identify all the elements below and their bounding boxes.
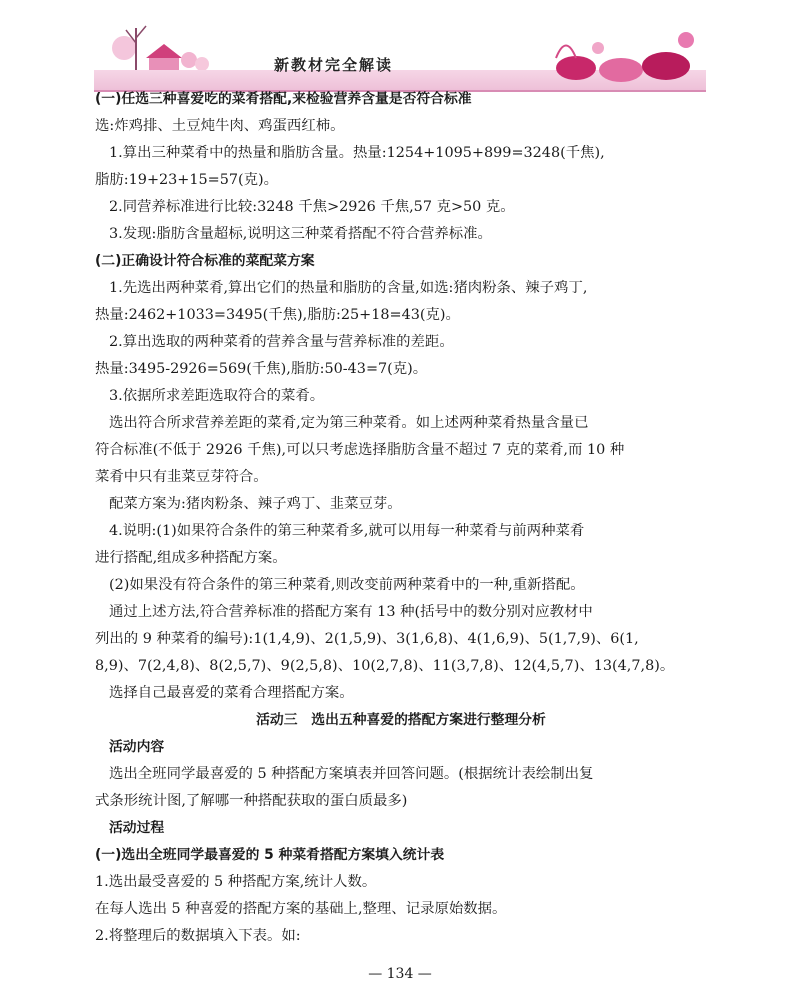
subheading: 活动内容: [109, 739, 165, 755]
text-line: 选择自己最喜爱的菜肴合理搭配方案。: [109, 685, 354, 701]
section-heading: (一)选出全班同学最喜爱的 5 种菜肴搭配方案填入统计表: [95, 847, 445, 863]
text-line: 1.算出三种菜肴中的热量和脂肪含量。热量:1254+1095+899=3248(千焦),: [109, 145, 605, 161]
text-line: 热量:2462+1033=3495(千焦),脂肪:25+18=43(克)。: [95, 307, 460, 323]
page-number: — 134 —: [368, 966, 432, 982]
text-line: 式条形统计图,了解哪一种搭配获取的蛋白质最多): [95, 793, 408, 809]
text-line: 3.依据所求差距选取符合的菜肴。: [109, 388, 325, 404]
flower-illustration: [536, 18, 706, 88]
activity-title: 活动三 选出五种喜爱的搭配方案进行整理分析: [256, 712, 546, 728]
text-line: 选出符合所求营养差距的菜肴,定为第三种菜肴。如上述两种菜肴热量含量已: [109, 415, 589, 431]
section-heading: (二)正确设计符合标准的菜配菜方案: [95, 253, 315, 269]
text-line: 在每人选出 5 种喜爱的搭配方案的基础上,整理、记录原始数据。: [95, 901, 507, 917]
subheading: 活动过程: [109, 820, 165, 836]
text-line: 脂肪:19+23+15=57(克)。: [95, 172, 279, 188]
text-line: 选出全班同学最喜爱的 5 种搭配方案填表并回答问题。(根据统计表绘制出复: [109, 766, 594, 782]
section-heading: (一)任选三种喜爱吃的菜肴搭配,来检验营养含量是否符合标准: [95, 91, 472, 107]
text-line: 选:炸鸡排、土豆炖牛肉、鸡蛋西红柿。: [95, 118, 345, 134]
text-line: 2.将整理后的数据填入下表。如:: [95, 928, 301, 944]
text-line: 菜肴中只有韭菜豆芽符合。: [95, 469, 268, 485]
text-line: 4.说明:(1)如果符合条件的第三种菜肴多,就可以用每一种菜肴与前两种菜肴: [109, 523, 585, 539]
text-line: 进行搭配,组成多种搭配方案。: [95, 550, 287, 566]
text-line: 列出的 9 种菜肴的编号):1(1,4,9)、2(1,5,9)、3(1,6,8)、4(1,6,9)、5(1,7,9)、6(1,: [95, 631, 639, 647]
header-title: 新教材完全解读: [274, 56, 394, 74]
text-line: 通过上述方法,符合营养标准的搭配方案有 13 种(括号中的数分别对应教材中: [109, 604, 593, 620]
text-line: 3.发现:脂肪含量超标,说明这三种菜肴搭配不符合营养标准。: [109, 226, 492, 242]
text-line: 1.先选出两种菜肴,算出它们的热量和脂肪的含量,如选:猪肉粉条、辣子鸡丁,: [109, 280, 588, 296]
text-line: 热量:3495-2926=569(千焦),脂肪:50-43=7(克)。: [95, 361, 428, 377]
text-line: 2.算出选取的两种菜肴的营养含量与营养标准的差距。: [109, 334, 454, 350]
text-line: 符合标准(不低于 2926 千焦),可以只考虑选择脂肪含量不超过 7 克的菜肴,而 10 种: [95, 442, 625, 458]
page-header: [94, 8, 706, 94]
text-line: 配菜方案为:猪肉粉条、辣子鸡丁、韭菜豆芽。: [109, 496, 402, 512]
page-body: [95, 86, 707, 950]
text-line: 8,9)、7(2,4,8)、8(2,5,7)、9(2,5,8)、10(2,7,8)、11(3,7,8)、12(4,5,7)、13(4,7,8)。: [95, 658, 675, 674]
text-line: (2)如果没有符合条件的第三种菜肴,则改变前两种菜肴中的一种,重新搭配。: [109, 577, 585, 593]
text-line: 1.选出最受喜爱的 5 种搭配方案,统计人数。: [95, 874, 377, 890]
text-line: 2.同营养标准进行比较:3248 千焦>2926 千焦,57 克>50 克。: [109, 199, 515, 215]
